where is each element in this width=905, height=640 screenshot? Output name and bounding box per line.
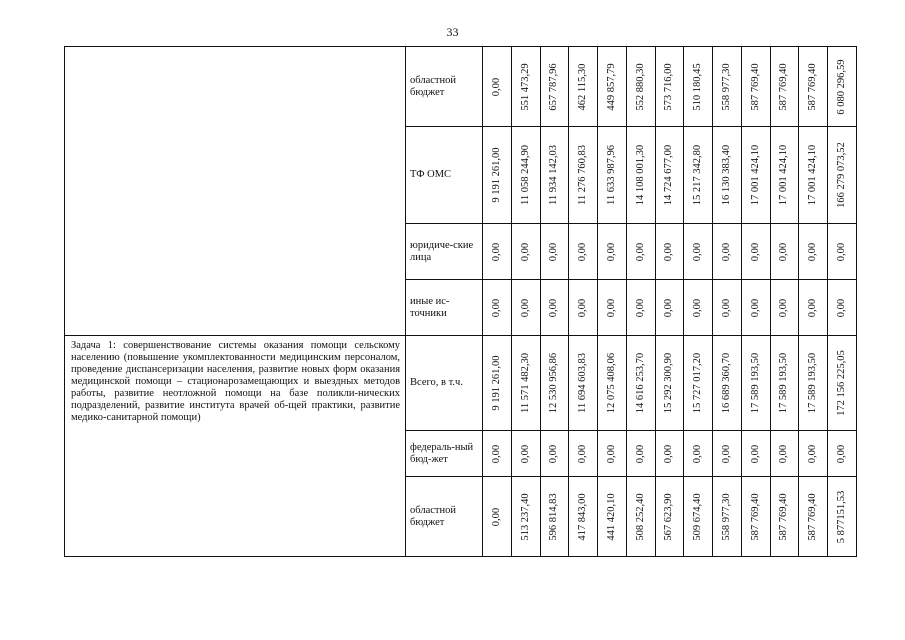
value-cell [598, 477, 627, 557]
value-text: 12 075 408,06 [605, 352, 617, 414]
value-cell [741, 47, 770, 127]
value-cell [770, 47, 799, 127]
value-cell [569, 336, 598, 431]
value-text: 166 279 073,52 [836, 142, 848, 208]
value-text: 0,00 [634, 444, 646, 463]
value-text: 0,00 [634, 298, 646, 317]
value-text: 0,00 [720, 444, 732, 463]
value-cell [799, 224, 828, 280]
value-text: 596 814,83 [548, 492, 560, 541]
table-row [65, 336, 857, 431]
value-cell [598, 224, 627, 280]
value-text: 16 689 360,70 [720, 352, 732, 414]
value-text: 567 623,90 [663, 492, 675, 541]
value-cell [799, 477, 828, 557]
value-cell [511, 280, 540, 336]
funding-source-cell: областной бюджет [406, 47, 483, 127]
value-cell [540, 431, 569, 477]
value-cell [511, 336, 540, 431]
value-cell [598, 280, 627, 336]
value-cell [626, 336, 655, 431]
value-text: 0,00 [692, 444, 704, 463]
value-text: 0,00 [692, 242, 704, 261]
value-cell [511, 224, 540, 280]
value-text: 0,00 [519, 298, 531, 317]
value-text: 0,00 [490, 77, 502, 96]
page-number: 33 [446, 25, 459, 39]
value-text: 0,00 [807, 298, 819, 317]
value-text: 6 080 296,59 [836, 58, 848, 115]
value-cell [770, 431, 799, 477]
value-cell [483, 224, 512, 280]
value-cell [569, 224, 598, 280]
value-text: 17 001 424,10 [778, 144, 790, 206]
value-cell [540, 280, 569, 336]
value-text: 15 727 017,20 [692, 352, 704, 414]
value-text: 0,00 [548, 242, 560, 261]
value-text: 0,00 [807, 444, 819, 463]
value-text: 0,00 [519, 242, 531, 261]
value-cell [684, 47, 713, 127]
value-text: 587 769,40 [807, 62, 819, 111]
value-cell [483, 127, 512, 224]
value-cell [828, 431, 857, 477]
value-cell [741, 477, 770, 557]
value-cell [598, 47, 627, 127]
value-cell [655, 47, 684, 127]
value-cell [799, 47, 828, 127]
value-cell [799, 336, 828, 431]
value-text: 5 877151,53 [836, 490, 848, 543]
value-text: 0,00 [663, 444, 675, 463]
value-text: 9 191 261,00 [490, 147, 502, 203]
value-cell [626, 280, 655, 336]
value-cell [799, 431, 828, 477]
value-text: 508 252,40 [634, 492, 646, 541]
funding-source-cell: федераль-ный бюд-жет [406, 431, 483, 477]
value-cell [569, 47, 598, 127]
value-text: 0,00 [519, 444, 531, 463]
value-cell [770, 477, 799, 557]
value-text: 0,00 [749, 298, 761, 317]
value-cell [540, 336, 569, 431]
value-text: 17 001 424,10 [749, 144, 761, 206]
value-text: 17 589 193,50 [749, 352, 761, 414]
value-cell [741, 336, 770, 431]
value-cell [569, 127, 598, 224]
value-text: 0,00 [778, 298, 790, 317]
value-cell [569, 477, 598, 557]
value-text: 0,00 [749, 444, 761, 463]
funding-source-cell: юридиче-ские лица [406, 224, 483, 280]
value-cell [828, 127, 857, 224]
value-cell [569, 280, 598, 336]
value-text: 657 787,96 [548, 62, 560, 111]
value-text: 0,00 [720, 298, 732, 317]
value-cell [828, 336, 857, 431]
budget-table [64, 46, 857, 557]
value-cell [655, 477, 684, 557]
value-text: 0,00 [836, 298, 848, 317]
value-cell [828, 280, 857, 336]
table-body [65, 47, 857, 557]
value-text: 509 674,40 [692, 492, 704, 541]
value-text: 11 058 244,90 [519, 145, 531, 205]
value-text: 0,00 [577, 444, 589, 463]
value-cell [483, 280, 512, 336]
value-text: 587 769,40 [807, 492, 819, 541]
value-cell [828, 47, 857, 127]
value-text: 417 843,00 [577, 492, 589, 541]
value-text: 15 292 300,90 [663, 352, 675, 414]
value-text: 0,00 [490, 298, 502, 317]
value-text: 0,00 [836, 242, 848, 261]
value-text: 449 857,79 [605, 62, 617, 111]
value-cell [655, 431, 684, 477]
value-cell [799, 127, 828, 224]
value-cell [770, 280, 799, 336]
value-text: 15 217 342,80 [692, 144, 704, 206]
value-text: 551 473,29 [519, 62, 531, 111]
value-cell [684, 336, 713, 431]
value-text: 513 237,40 [519, 492, 531, 541]
value-text: 587 769,40 [749, 492, 761, 541]
value-cell [713, 127, 742, 224]
value-cell [741, 127, 770, 224]
value-cell [540, 477, 569, 557]
value-cell [540, 127, 569, 224]
value-text: 587 769,40 [778, 492, 790, 541]
value-cell [770, 224, 799, 280]
value-text: 0,00 [720, 242, 732, 261]
value-cell [626, 224, 655, 280]
value-text: 0,00 [663, 242, 675, 261]
value-text: 172 156 225,05 [836, 350, 848, 416]
funding-source-cell: ТФ ОМС [406, 127, 483, 224]
value-cell [684, 477, 713, 557]
value-text: 14 724 677,00 [663, 144, 675, 206]
value-text: 0,00 [807, 242, 819, 261]
value-text: 0,00 [605, 444, 617, 463]
value-cell [626, 431, 655, 477]
value-cell [713, 336, 742, 431]
value-cell [511, 477, 540, 557]
value-cell [569, 431, 598, 477]
empty-task-cell [65, 47, 406, 336]
value-text: 0,00 [577, 242, 589, 261]
value-cell [741, 224, 770, 280]
value-cell [511, 47, 540, 127]
value-text: 11 276 760,83 [577, 145, 589, 205]
value-cell [626, 47, 655, 127]
value-text: 0,00 [778, 444, 790, 463]
value-cell [540, 224, 569, 280]
value-text: 12 530 956,86 [548, 352, 560, 414]
value-text: 0,00 [749, 242, 761, 261]
value-cell [741, 431, 770, 477]
value-cell [483, 477, 512, 557]
task-description: Задача 1: совершенствование системы оказания помощи сельскому населению (повышение укомплектованности медицинским персоналом, проведение диспансеризации населения, развитие новых форм оказания медицинской помощи – стационарозамещающих и выездных методов работы, развитие неотложной помощи на базе поликли-нических подразделений, развитие института врачей об-щей практики, развитие медико-санитарной помощи) [65, 336, 406, 557]
value-cell [713, 431, 742, 477]
value-cell [770, 127, 799, 224]
value-cell [684, 280, 713, 336]
value-text: 14 616 253,70 [634, 352, 646, 414]
value-cell [483, 47, 512, 127]
value-cell [770, 336, 799, 431]
value-cell [655, 280, 684, 336]
value-text: 462 115,30 [577, 63, 589, 110]
funding-source-cell: Всего, в т.ч. [406, 336, 483, 431]
value-text: 16 130 383,40 [720, 144, 732, 206]
value-text: 0,00 [605, 298, 617, 317]
value-text: 441 420,10 [605, 492, 617, 541]
value-cell [483, 336, 512, 431]
value-text: 558 977,30 [720, 62, 732, 111]
value-text: 11 571 482,30 [519, 353, 531, 413]
funding-source-cell: областной бюджет [406, 477, 483, 557]
value-cell [511, 127, 540, 224]
value-text: 0,00 [692, 298, 704, 317]
table-row [65, 47, 857, 127]
value-text: 587 769,40 [749, 62, 761, 111]
value-text: 0,00 [778, 242, 790, 261]
value-text: 0,00 [577, 298, 589, 317]
value-cell [799, 280, 828, 336]
value-cell [626, 127, 655, 224]
value-cell [828, 477, 857, 557]
value-text: 17 589 193,50 [807, 352, 819, 414]
value-cell [684, 127, 713, 224]
value-cell [655, 127, 684, 224]
value-cell [655, 224, 684, 280]
value-cell [713, 224, 742, 280]
value-cell [626, 477, 655, 557]
value-text: 0,00 [490, 444, 502, 463]
value-text: 17 589 193,50 [778, 352, 790, 414]
value-cell [511, 431, 540, 477]
value-text: 11 633 987,96 [605, 145, 617, 205]
value-cell [655, 336, 684, 431]
value-cell [598, 431, 627, 477]
value-text: 587 769,40 [778, 62, 790, 111]
value-cell [598, 127, 627, 224]
value-text: 0,00 [490, 507, 502, 526]
value-text: 552 880,30 [634, 62, 646, 111]
value-cell [684, 431, 713, 477]
value-text: 558 977,30 [720, 492, 732, 541]
value-cell [684, 224, 713, 280]
value-text: 9 191 261,00 [490, 355, 502, 411]
value-cell [741, 280, 770, 336]
value-text: 11 694 603,83 [577, 353, 589, 413]
value-cell [713, 477, 742, 557]
value-text: 0,00 [605, 242, 617, 261]
value-text: 0,00 [836, 444, 848, 463]
value-text: 0,00 [663, 298, 675, 317]
value-text: 0,00 [548, 444, 560, 463]
value-text: 14 108 001,30 [634, 144, 646, 206]
value-text: 510 180,45 [692, 62, 704, 111]
value-text: 0,00 [548, 298, 560, 317]
value-text: 573 716,00 [663, 62, 675, 111]
value-text: 0,00 [634, 242, 646, 261]
value-text: 11 934 142,03 [548, 145, 560, 205]
funding-source-cell: иные ис-точники [406, 280, 483, 336]
value-cell [598, 336, 627, 431]
value-cell [713, 280, 742, 336]
value-cell [483, 431, 512, 477]
value-cell [713, 47, 742, 127]
value-text: 17 001 424,10 [807, 144, 819, 206]
value-text: 0,00 [490, 242, 502, 261]
value-cell [540, 47, 569, 127]
value-cell [828, 224, 857, 280]
